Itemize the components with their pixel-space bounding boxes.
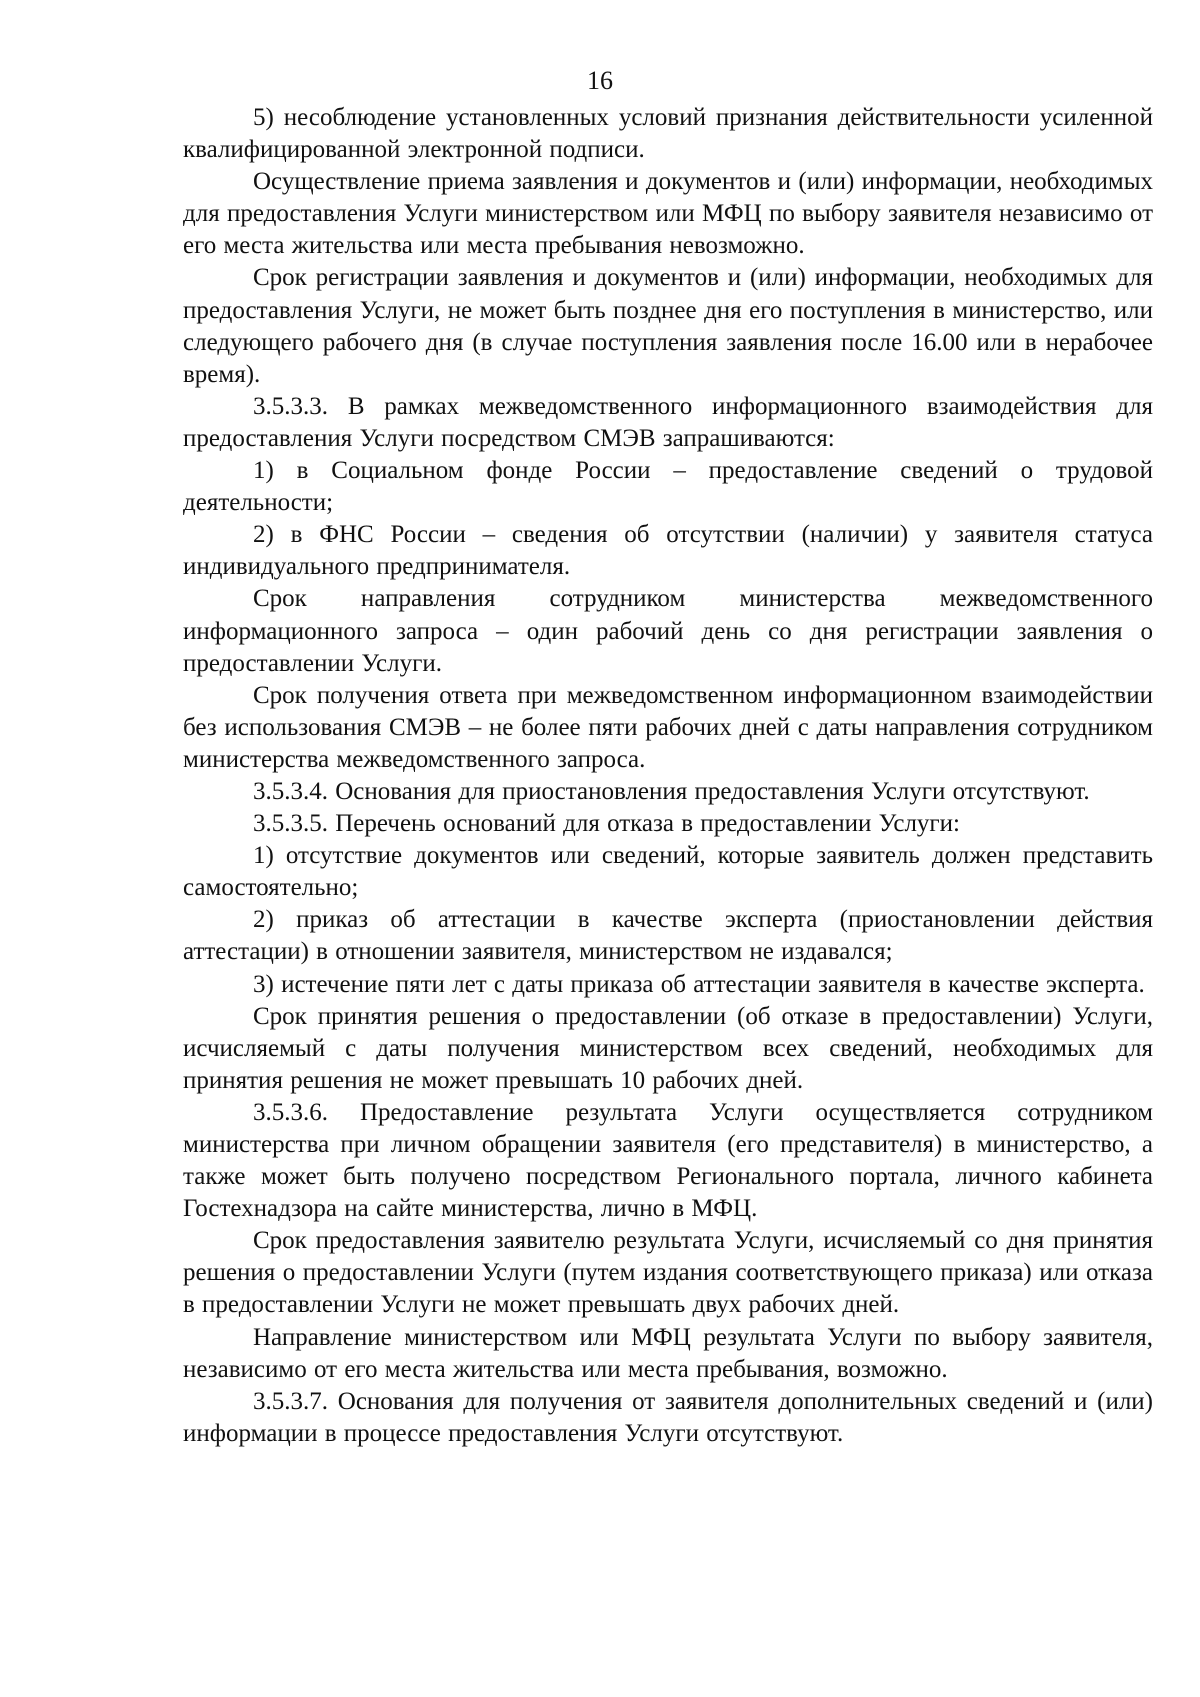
document-body: [183, 102, 1153, 1450]
paragraph: 3.5.3.7. Основания для получения от заявителя дополнительных сведений и (или) информации в процессе предоставления Услуги отсутствуют.: [183, 1387, 1153, 1447]
paragraph: Срок предоставления заявителю результата Услуги, исчисляемый со дня принятия решения о предоставлении Услуги (путем издания соответствующего приказа) или отказа в предоставлении Услуги не может превышать двух рабочих дней.: [183, 1227, 1153, 1319]
paragraph: 3.5.3.3. В рамках межведомственного информационного взаимодействия для предоставления Услуги посредством СМЭВ запрашиваются:: [183, 392, 1153, 452]
paragraph: Срок регистрации заявления и документов и (или) информации, необходимых для предоставления Услуги, не может быть позднее дня его поступления в министерство, или следующего рабочего дня (в случае поступления заявления после 16.00 или в нерабочее время).: [183, 264, 1153, 388]
paragraph: 3.5.3.6. Предоставление результата Услуги осуществляется сотрудником министерства при личном обращении заявителя (его представителя) в министерство, а также может быть получено посредством Регионального портала, личного кабинета Гостехнадзора на сайте министерства, лично в МФЦ.: [183, 1098, 1153, 1223]
paragraph: 3.5.3.4. Основания для приостановления предоставления Услуги отсутствуют.: [253, 777, 1090, 805]
paragraph: 3) истечение пяти лет с даты приказа об аттестации заявителя в качестве эксперта.: [253, 970, 1145, 998]
paragraph: Срок направления сотрудником министерства межведомственного информационного запроса – один рабочий день со дня регистрации заявления о предоставлении Услуги.: [183, 585, 1153, 677]
paragraph: 2) в ФНС России – сведения об отсутствии (наличии) у заявителя статуса индивидуального предпринимателя.: [183, 521, 1153, 581]
paragraph: Осуществление приема заявления и документов и (или) информации, необходимых для предоставления Услуги министерством или МФЦ по выбору заявителя независимо от его места жительства или места пребывания невозможно.: [183, 168, 1153, 260]
page-number: 16: [587, 66, 613, 95]
paragraph: Срок принятия решения о предоставлении (об отказе в предоставлении) Услуги, исчисляемый с даты получения министерством всех сведений, необходимых для принятия решения не может превышать 10 рабочих дней.: [183, 1002, 1153, 1094]
paragraph: Направление министерством или МФЦ результата Услуги по выбору заявителя, независимо от его места жительства или места пребывания, возможно.: [183, 1323, 1153, 1383]
paragraph: 2) приказ об аттестации в качестве эксперта (приостановлении действия аттестации) в отношении заявителя, министерством не издавался;: [183, 906, 1153, 966]
paragraph: 3.5.3.5. Перечень оснований для отказа в предоставлении Услуги:: [253, 810, 960, 838]
paragraph: 1) в Социальном фонде России – предоставление сведений о трудовой деятельности;: [183, 457, 1153, 517]
paragraph: 5) несоблюдение установленных условий признания действительности усиленной квалифицированной электронной подписи.: [183, 104, 1153, 164]
paragraph: 1) отсутствие документов или сведений, которые заявитель должен представить самостоятельно;: [183, 842, 1153, 902]
paragraph: Срок получения ответа при межведомственном информационном взаимодействии без использования СМЭВ – не более пяти рабочих дней с даты направления сотрудником министерства межведомственного запроса.: [183, 681, 1153, 773]
